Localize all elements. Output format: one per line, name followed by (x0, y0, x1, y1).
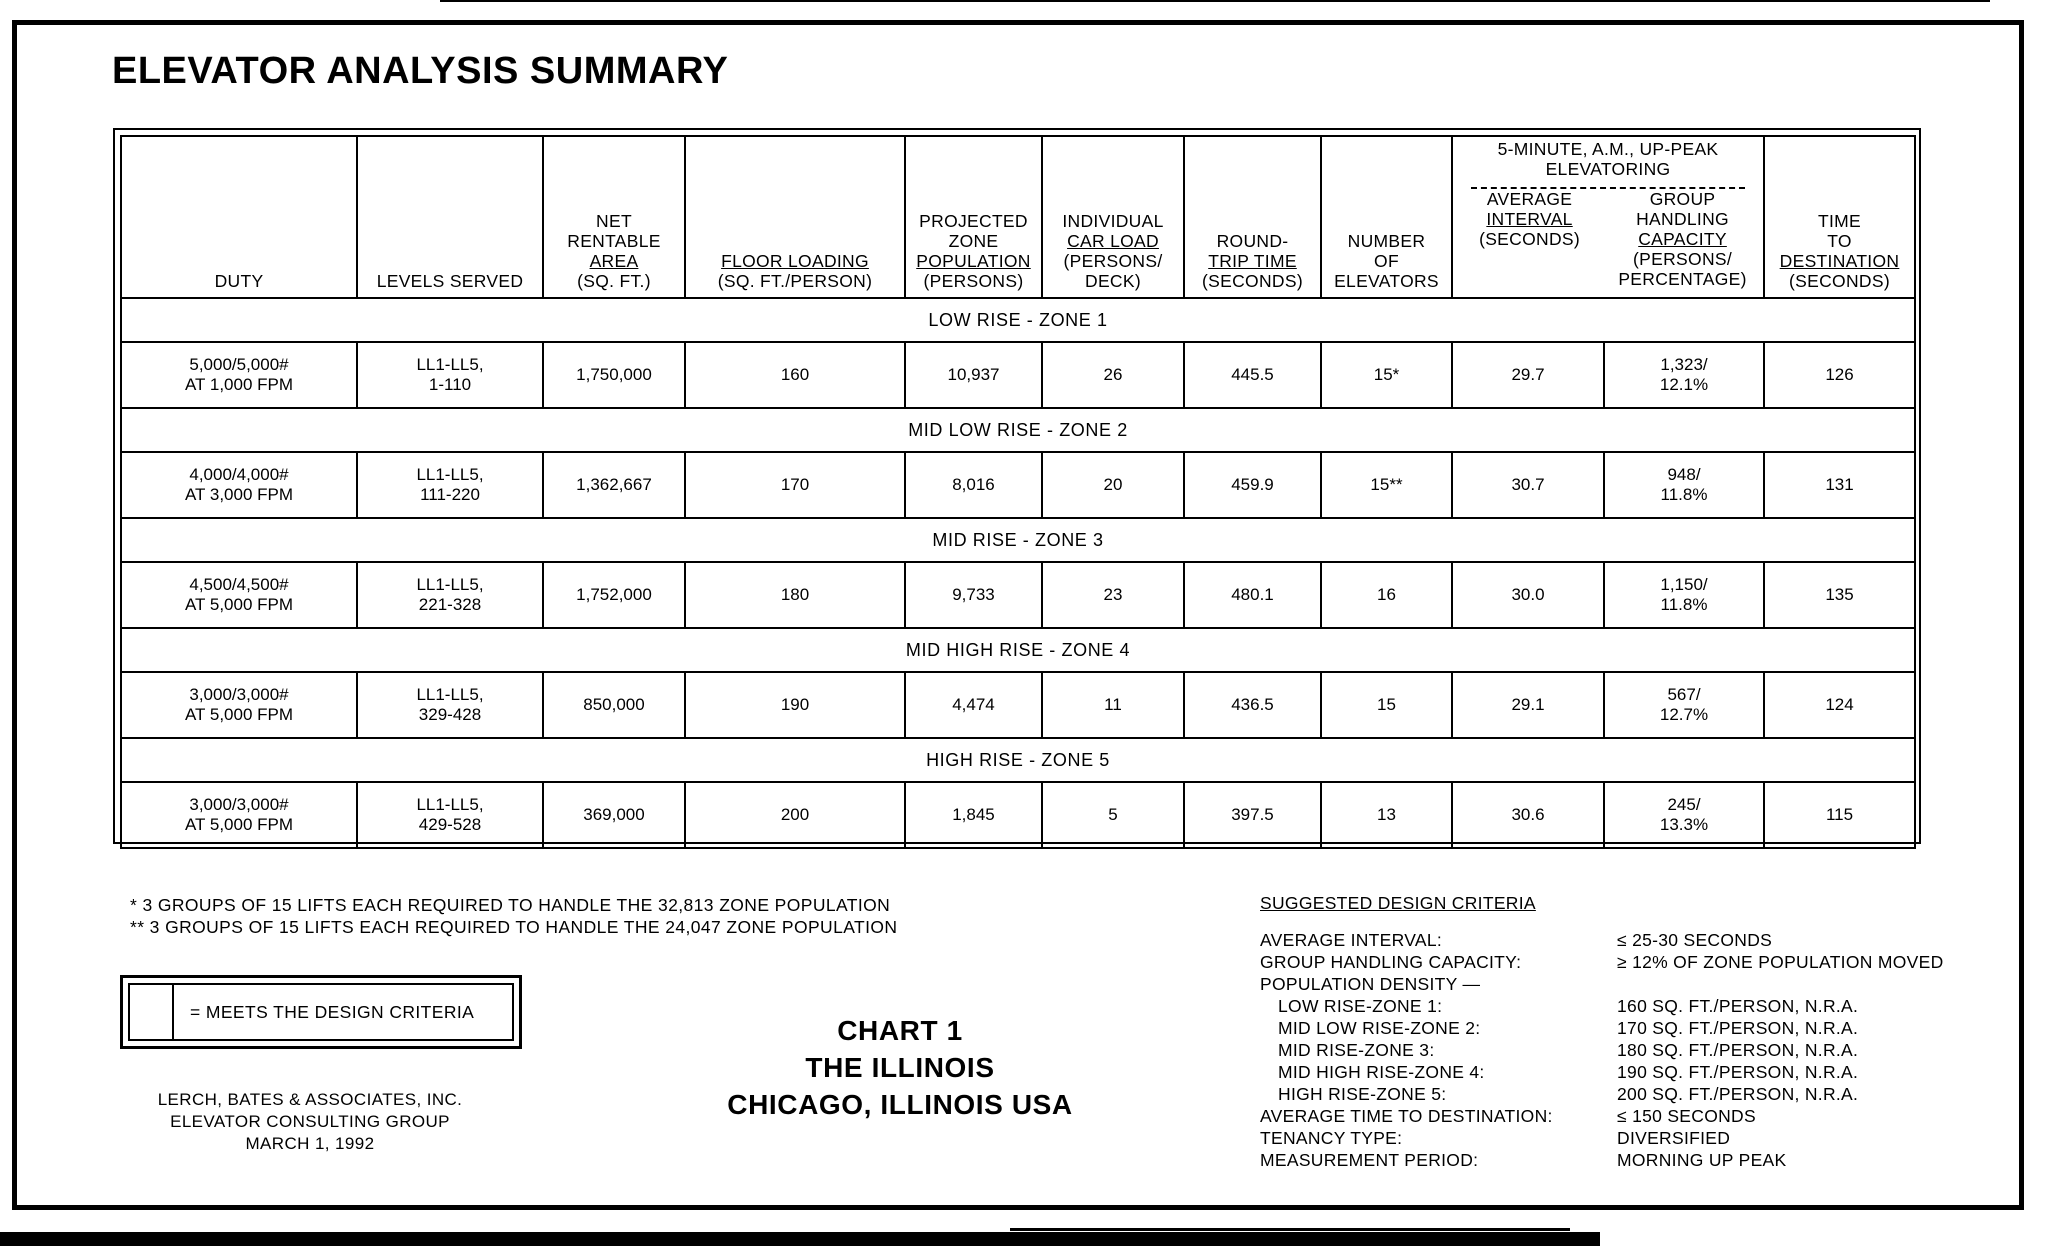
area-cell: 850,000 (543, 672, 685, 738)
top-edge-rule (440, 0, 1990, 2)
population-cell: 9,733 (905, 562, 1042, 628)
criteria-row: AVERAGE TIME TO DESTINATION: ≤ 150 SECONDS (1260, 1106, 1756, 1126)
time-destination-cell: 126 (1764, 342, 1915, 408)
area-cell: 1,362,667 (543, 452, 685, 518)
capacity-cell: 1,323/ 12.1% (1604, 342, 1764, 408)
capacity-cell: 1,150/ 11.8% (1604, 562, 1764, 628)
table-row (121, 782, 1915, 848)
legend-box (120, 975, 522, 1049)
bottom-edge-rule (1010, 1228, 1570, 1231)
header-car-load: INDIVIDUAL CAR LOAD (PERSONS/ DECK) (1042, 136, 1184, 298)
criteria-row: MEASUREMENT PERIOD: MORNING UP PEAK (1260, 1150, 1787, 1170)
legend-text: = MEETS THE DESIGN CRITERIA (190, 1001, 475, 1022)
chart-number: CHART 1 (837, 1015, 963, 1046)
footnote-double-asterisk: ** 3 GROUPS OF 15 LIFTS EACH REQUIRED TO HANDLE THE 24,047 ZONE POPULATION (130, 917, 898, 937)
round-trip-cell: 445.5 (1184, 342, 1321, 408)
elevators-cell: 13 (1321, 782, 1452, 848)
duty-cell: 4,500/4,500# AT 5,000 FPM (121, 562, 357, 628)
floor-loading-cell: 190 (685, 672, 905, 738)
time-destination-cell: 124 (1764, 672, 1915, 738)
area-cell: 369,000 (543, 782, 685, 848)
floor-loading-cell: 200 (685, 782, 905, 848)
header-round-trip-time: ROUND- TRIP TIME (SECONDS) (1184, 136, 1321, 298)
zone-heading: MID LOW RISE - ZONE 2 (121, 408, 1915, 452)
header-average-interval: AVERAGE INTERVAL (SECONDS) (1479, 189, 1580, 249)
zone-heading-row (121, 408, 1915, 452)
criteria-row: GROUP HANDLING CAPACITY: ≥ 12% OF ZONE POPULATION MOVED (1260, 952, 1944, 972)
capacity-cell: 567/ 12.7% (1604, 672, 1764, 738)
zone-heading-row (121, 628, 1915, 672)
consultant-group: ELEVATOR CONSULTING GROUP (170, 1112, 450, 1131)
round-trip-cell: 480.1 (1184, 562, 1321, 628)
levels-cell: LL1-LL5, 111-220 (357, 452, 543, 518)
capacity-cell: 245/ 13.3% (1604, 782, 1764, 848)
header-row (121, 136, 1915, 298)
consultant-company: LERCH, BATES & ASSOCIATES, INC. (157, 1090, 463, 1109)
levels-cell: LL1-LL5, 429-528 (357, 782, 543, 848)
criteria-row: MID LOW RISE-ZONE 2: 170 SQ. FT./PERSON, N.R.A. (1278, 1018, 1859, 1038)
header-number-of-elevators: NUMBER OF ELEVATORS (1321, 136, 1452, 298)
header-duty: DUTY (121, 136, 357, 298)
floor-loading-cell: 160 (685, 342, 905, 408)
population-cell: 10,937 (905, 342, 1042, 408)
header-group-handling-capacity: GROUP HANDLING CAPACITY (PERSONS/ PERCENTAGE) (1618, 189, 1747, 289)
duty-cell: 3,000/3,000# AT 5,000 FPM (121, 782, 357, 848)
interval-cell: 29.1 (1452, 672, 1604, 738)
car-load-cell: 26 (1042, 342, 1184, 408)
round-trip-cell: 436.5 (1184, 672, 1321, 738)
design-criteria-title: SUGGESTED DESIGN CRITERIA (1260, 893, 1536, 913)
chart-caption (690, 1012, 1110, 1123)
footnote-single-asterisk: * 3 GROUPS OF 15 LIFTS EACH REQUIRED TO HANDLE THE 32,813 ZONE POPULATION (130, 895, 891, 915)
zone-heading: MID HIGH RISE - ZONE 4 (121, 628, 1915, 672)
time-destination-cell: 115 (1764, 782, 1915, 848)
summary-table-frame (113, 128, 1921, 844)
zone-heading-row (121, 518, 1915, 562)
round-trip-cell: 397.5 (1184, 782, 1321, 848)
time-destination-cell: 131 (1764, 452, 1915, 518)
page-title: ELEVATOR ANALYSIS SUMMARY (112, 50, 729, 92)
population-cell: 4,474 (905, 672, 1042, 738)
car-load-cell: 23 (1042, 562, 1184, 628)
consultant-credit (140, 1089, 480, 1155)
car-load-cell: 11 (1042, 672, 1184, 738)
header-time-to-destination: TIME TO DESTINATION (SECONDS) (1764, 136, 1915, 298)
report-date: MARCH 1, 1992 (245, 1134, 375, 1153)
header-projected-population: PROJECTED ZONE POPULATION (PERSONS) (905, 136, 1042, 298)
header-floor-loading: FLOOR LOADING (SQ. FT./PERSON) (685, 136, 905, 298)
header-net-rentable-area: NET RENTABLE AREA (SQ. FT.) (543, 136, 685, 298)
criteria-row: MID HIGH RISE-ZONE 4: 190 SQ. FT./PERSON, N.R.A. (1278, 1062, 1859, 1082)
car-load-cell: 5 (1042, 782, 1184, 848)
interval-cell: 29.7 (1452, 342, 1604, 408)
table-row (121, 342, 1915, 408)
building-location: CHICAGO, ILLINOIS USA (727, 1089, 1073, 1120)
bottom-edge-strip (0, 1232, 1600, 1246)
table-row (121, 672, 1915, 738)
round-trip-cell: 459.9 (1184, 452, 1321, 518)
criteria-row: MID RISE-ZONE 3: 180 SQ. FT./PERSON, N.R.A. (1278, 1040, 1859, 1060)
area-cell: 1,752,000 (543, 562, 685, 628)
elevators-cell: 15 (1321, 672, 1452, 738)
area-cell: 1,750,000 (543, 342, 685, 408)
elevators-cell: 15** (1321, 452, 1452, 518)
up-peak-group-title: 5-MINUTE, A.M., UP-PEAK ELEVATORING (1471, 137, 1745, 189)
levels-cell: LL1-LL5, 329-428 (357, 672, 543, 738)
elevators-cell: 16 (1321, 562, 1452, 628)
criteria-row: HIGH RISE-ZONE 5: 200 SQ. FT./PERSON, N.R.A. (1278, 1084, 1859, 1104)
criteria-row: AVERAGE INTERVAL: ≤ 25-30 SECONDS (1260, 930, 1773, 950)
population-cell: 1,845 (905, 782, 1042, 848)
criteria-row: LOW RISE-ZONE 1: 160 SQ. FT./PERSON, N.R.A. (1278, 996, 1859, 1016)
duty-cell: 5,000/5,000# AT 1,000 FPM (121, 342, 357, 408)
car-load-cell: 20 (1042, 452, 1184, 518)
zone-heading: HIGH RISE - ZONE 5 (121, 738, 1915, 782)
capacity-cell: 948/ 11.8% (1604, 452, 1764, 518)
header-levels-served: LEVELS SERVED (357, 136, 543, 298)
criteria-row: TENANCY TYPE: DIVERSIFIED (1260, 1128, 1731, 1148)
duty-cell: 3,000/3,000# AT 5,000 FPM (121, 672, 357, 738)
duty-cell: 4,000/4,000# AT 3,000 FPM (121, 452, 357, 518)
levels-cell: LL1-LL5, 1-110 (357, 342, 543, 408)
levels-cell: LL1-LL5, 221-328 (357, 562, 543, 628)
design-criteria (1260, 892, 1980, 1171)
building-name: THE ILLINOIS (805, 1052, 995, 1083)
floor-loading-cell: 170 (685, 452, 905, 518)
interval-cell: 30.6 (1452, 782, 1604, 848)
zone-heading-row (121, 738, 1915, 782)
population-cell: 8,016 (905, 452, 1042, 518)
table-row (121, 452, 1915, 518)
table-row (121, 562, 1915, 628)
interval-cell: 30.7 (1452, 452, 1604, 518)
zone-heading: LOW RISE - ZONE 1 (121, 298, 1915, 342)
legend-swatch (130, 985, 174, 1039)
zone-heading: MID RISE - ZONE 3 (121, 518, 1915, 562)
criteria-row: POPULATION DENSITY — (1260, 974, 1481, 994)
elevator-summary-table (120, 135, 1916, 849)
time-destination-cell: 135 (1764, 562, 1915, 628)
footnotes (130, 894, 897, 938)
interval-cell: 30.0 (1452, 562, 1604, 628)
floor-loading-cell: 180 (685, 562, 905, 628)
header-up-peak-group (1452, 136, 1764, 298)
zone-heading-row (121, 298, 1915, 342)
elevators-cell: 15* (1321, 342, 1452, 408)
